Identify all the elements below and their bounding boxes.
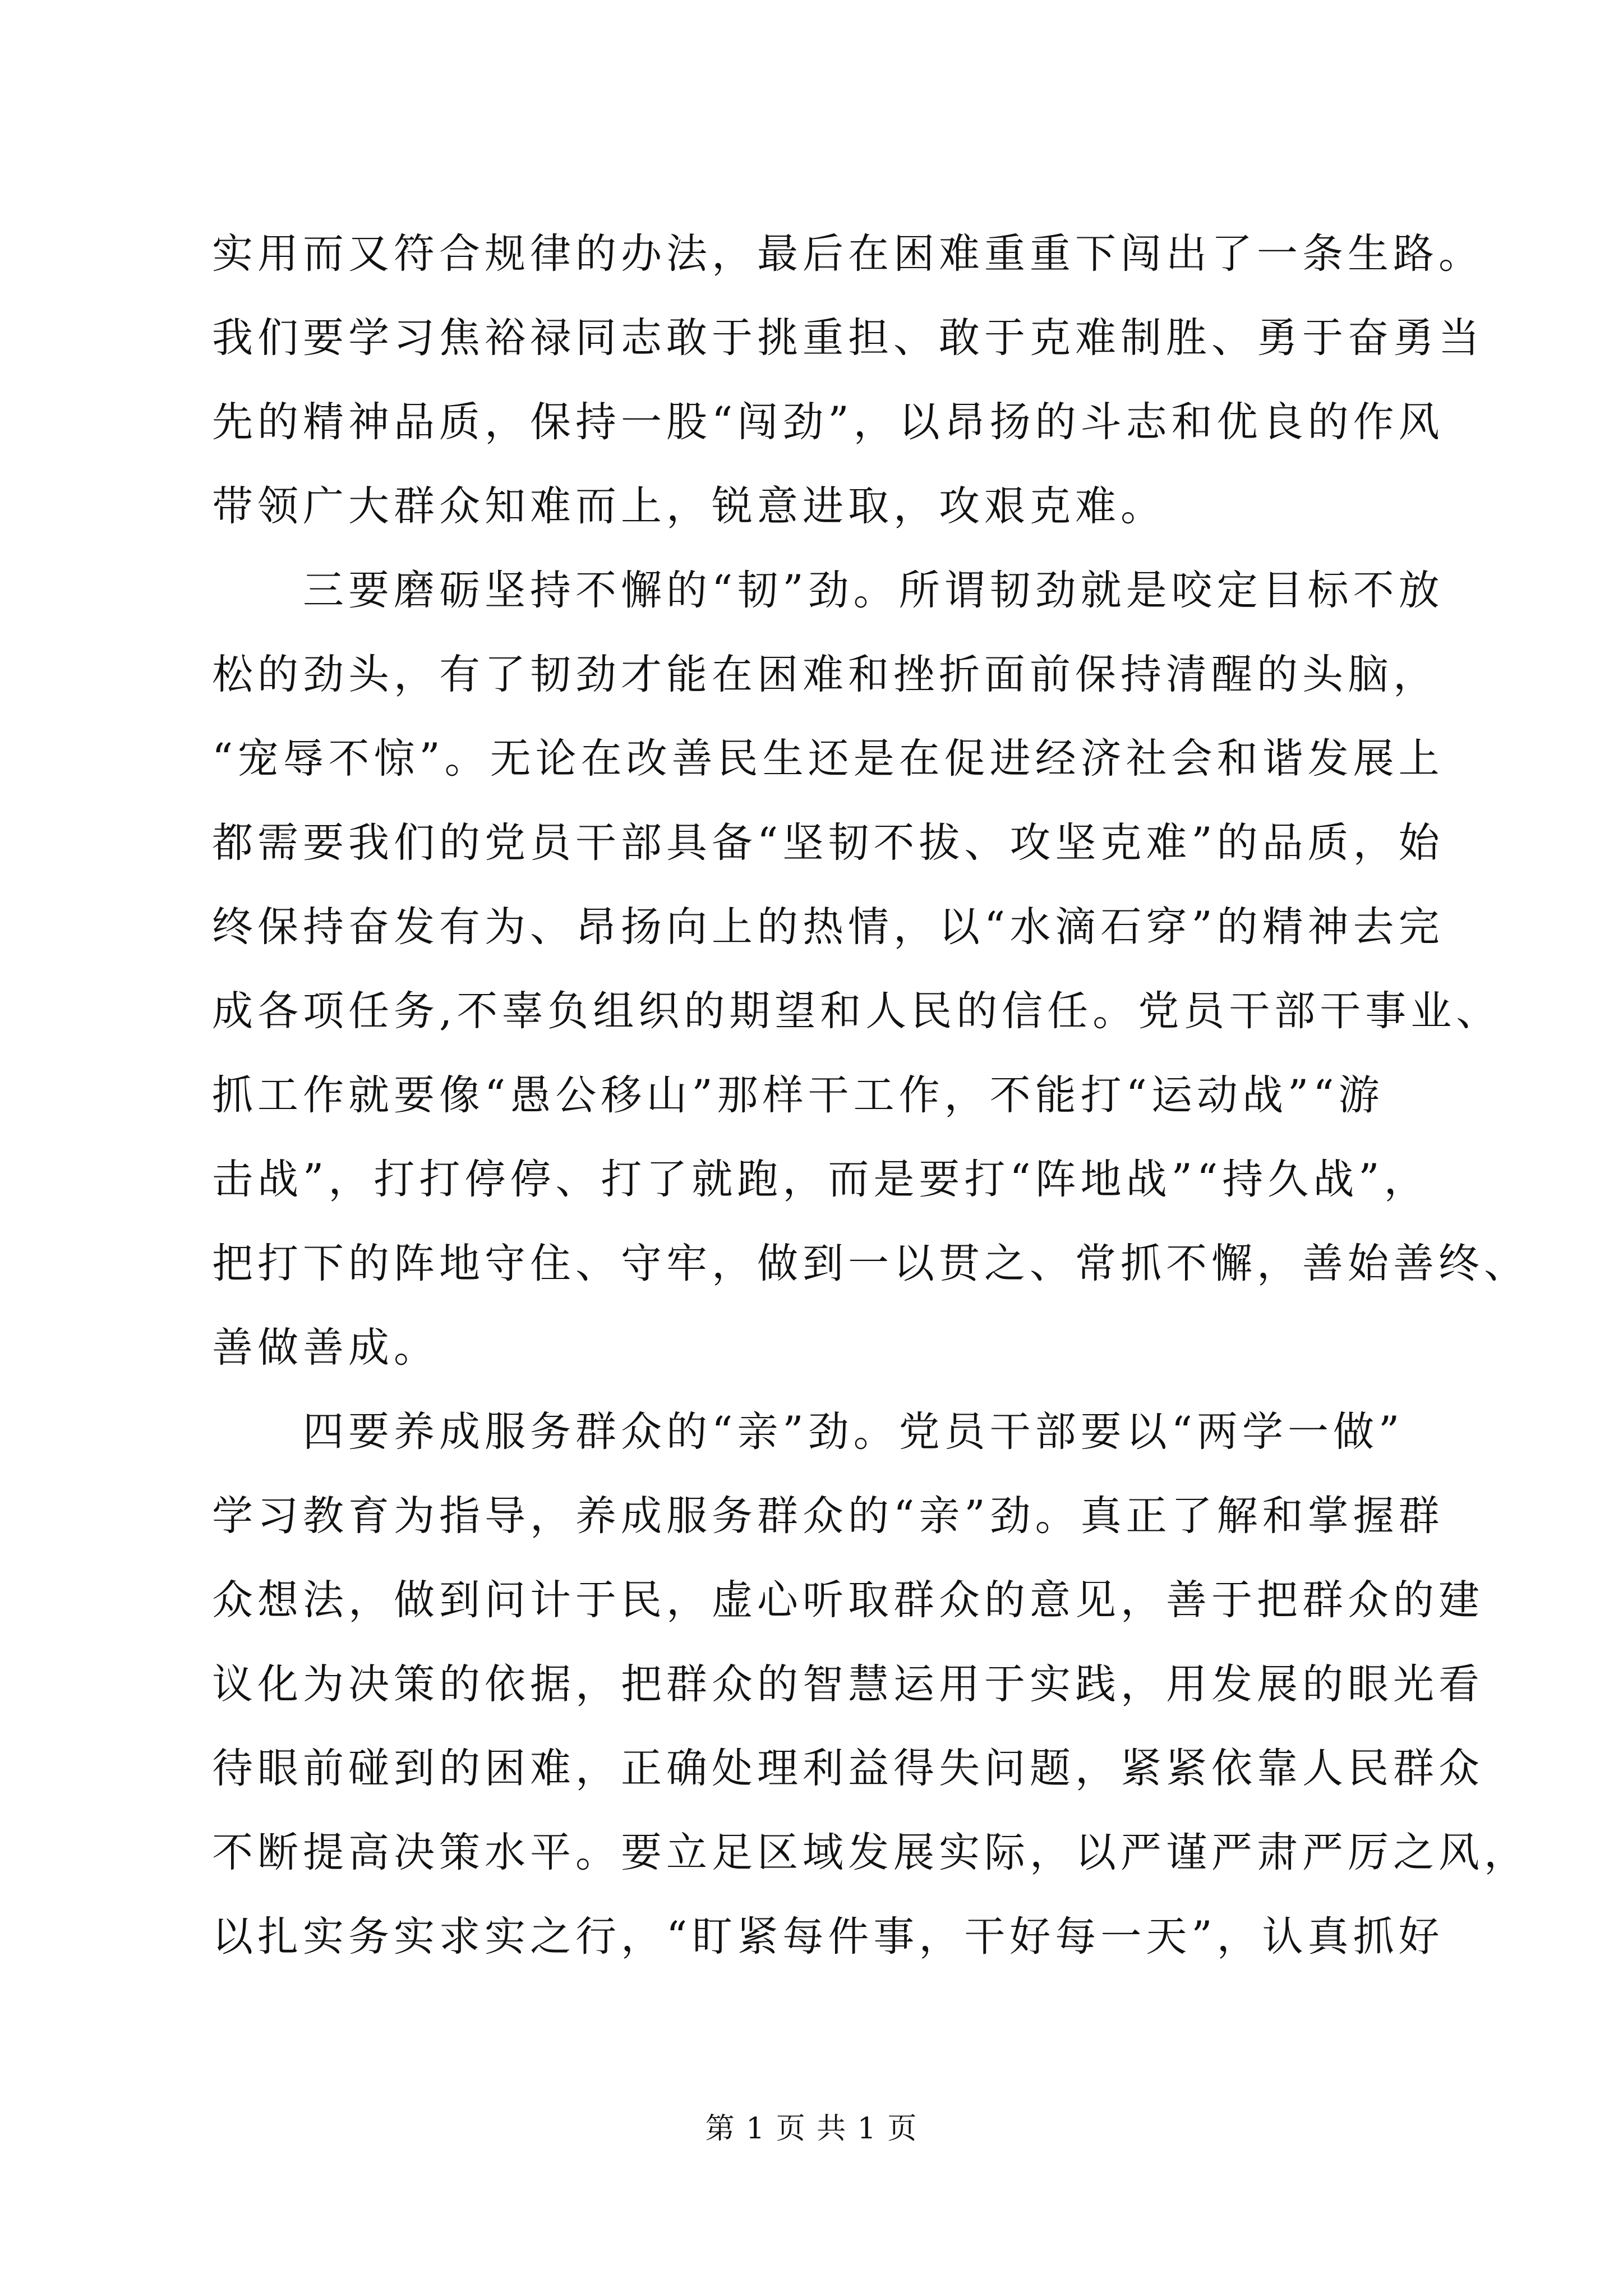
text-line: “宠辱不惊”。无论在改善民生还是在促进经济社会和谐发展上 — [212, 735, 1444, 783]
text-line: 待眼前碰到的困难，正确处理利益得失问题，紧紧依靠人民群众 — [212, 1745, 1484, 1792]
text-line: 不断提高决策水平。要立足区域发展实际，以严谨严肃严厉之风， — [212, 1829, 1529, 1876]
text-line: 抓工作就要像“愚公移山”那样干工作，不能打“运动战”“游 — [212, 1071, 1384, 1119]
text-line: 终保持奋发有为、昂扬向上的热情，以“水滴石穿”的精神去完 — [212, 903, 1444, 951]
text-line: 众想法，做到问计于民，虚心听取群众的意见，善于把群众的建 — [212, 1576, 1484, 1624]
text-line: 四要养成服务群众的“亲”劲。党员干部要以“两学一做” — [212, 1408, 1404, 1456]
text-line: 学习教育为指导，养成服务群众的“亲”劲。真正了解和掌握群 — [212, 1492, 1444, 1540]
text-line: 善做善成。 — [212, 1324, 439, 1372]
page-footer — [0, 2109, 1623, 2148]
text-line: 击战”，打打停停、打了就跑，而是要打“阵地战”“持久战”， — [212, 1156, 1430, 1203]
text-line: 先的精神品质，保持一股“闯劲”，以昂扬的斗志和优良的作风 — [212, 398, 1444, 446]
text-line: 三要磨砺坚持不懈的“韧”劲。所谓韧劲就是咬定目标不放 — [212, 567, 1444, 614]
page-number-label: 第 1 页 共 1 页 — [705, 2112, 918, 2146]
text-line: 议化为决策的依据，把群众的智慧运用于实践，用发展的眼光看 — [212, 1660, 1484, 1708]
text-line: 带领广大群众知难而上，锐意进取，攻艰克难。 — [212, 482, 1166, 530]
document-body — [212, 212, 1529, 1979]
text-line: 成各项任务,不辜负组织的期望和人民的信任。党员干部干事业、 — [212, 987, 1502, 1035]
text-line: 松的劲头，有了韧劲才能在困难和挫折面前保持清醒的头脑， — [212, 651, 1438, 698]
text-line: 实用而又符合规律的办法，最后在困难重重下闯出了一条生路。 — [212, 230, 1484, 278]
text-line: 以扎实务实求实之行，“盯紧每件事，干好每一天”，认真抓好 — [212, 1913, 1444, 1961]
text-line: 都需要我们的党员干部具备“坚韧不拔、攻坚克难”的品质，始 — [212, 819, 1444, 867]
text-line: 把打下的阵地守住、守牢，做到一以贯之、常抓不懈，善始善终、 — [212, 1240, 1529, 1287]
text-line: 我们要学习焦裕禄同志敢于挑重担、敢于克难制胜、勇于奋勇当 — [212, 314, 1484, 362]
